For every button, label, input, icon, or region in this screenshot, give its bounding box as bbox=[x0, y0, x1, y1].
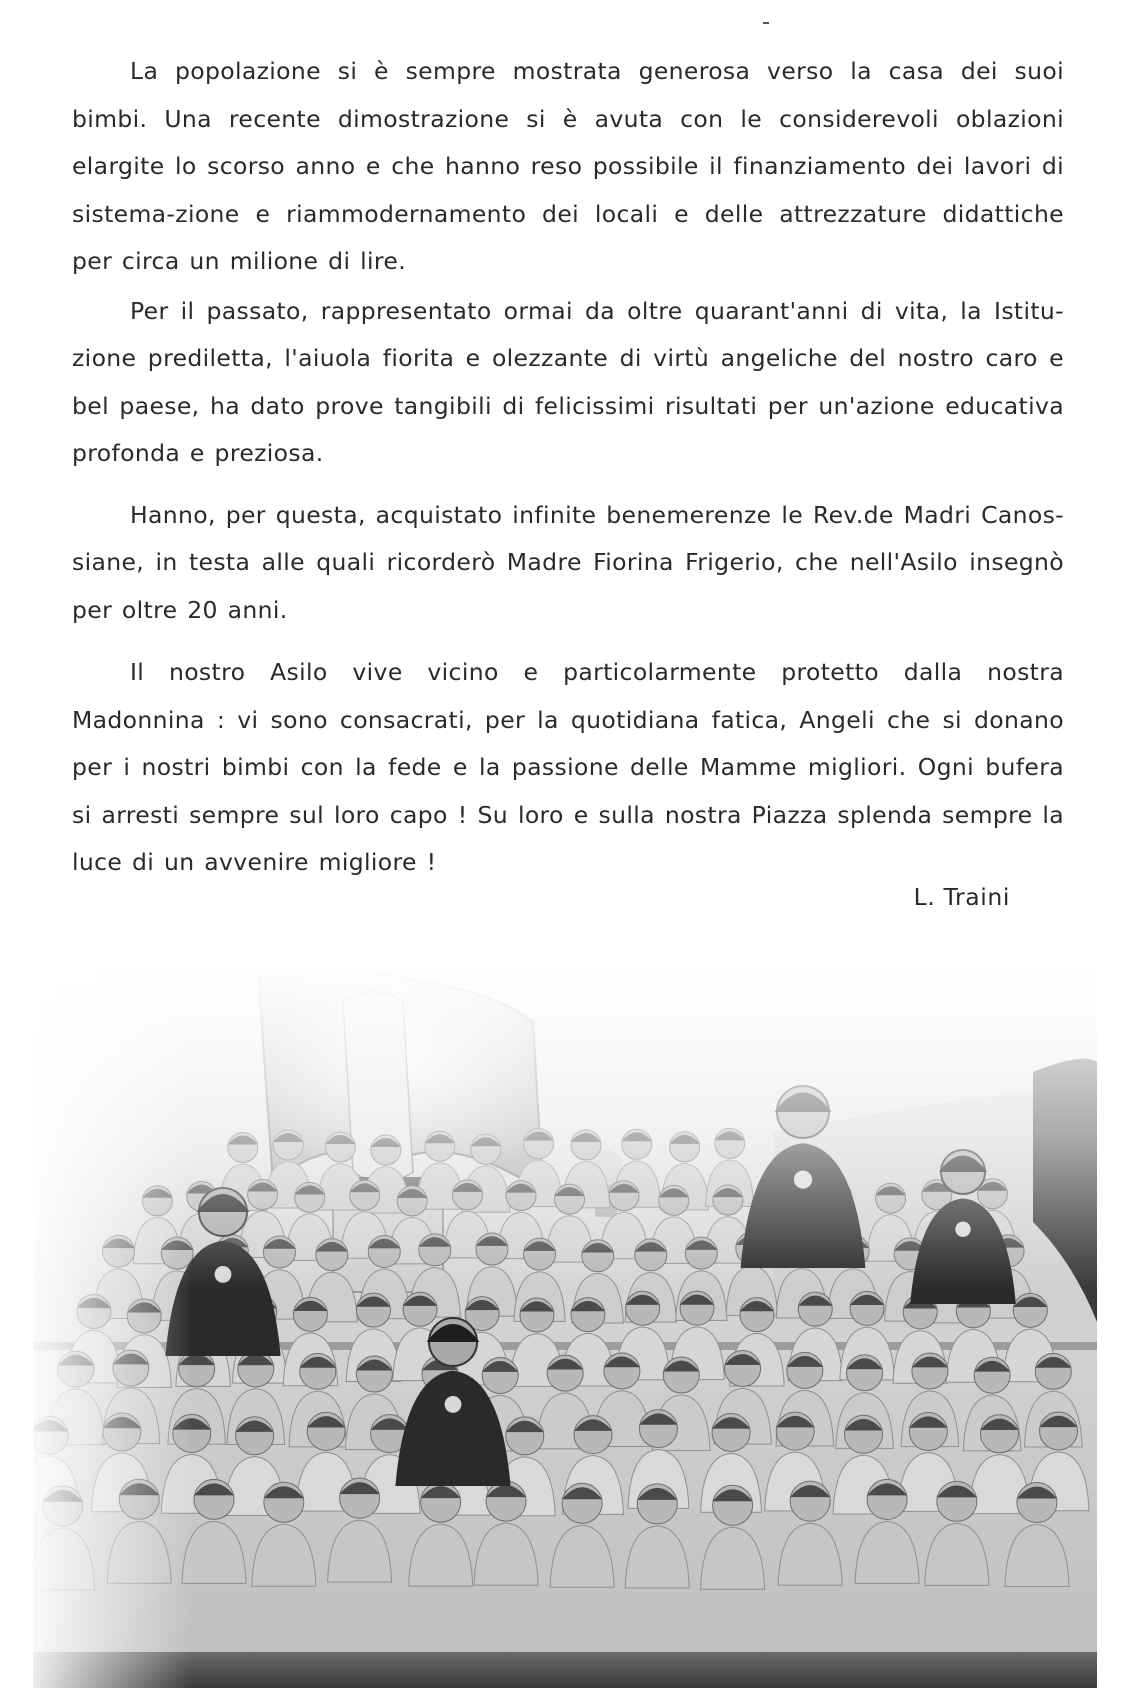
paragraph-2: Per il passato, rappresentato ormai da oltre quarant'anni di vita, la Istitu-zione prediletta, l'aiuola fiorita e olezzante di virtù angeliche del nostro caro e bel paese, ha dato prove tangibili di felicissimi risultati per un'azione educativa profonda e preziosa. bbox=[72, 296, 1064, 467]
author-signature: L. Traini bbox=[913, 883, 1010, 911]
article-body bbox=[72, 48, 1064, 887]
group-photograph-icon bbox=[33, 962, 1097, 1688]
paragraph-1: La popolazione si è sempre mostrata generosa verso la casa dei suoi bimbi. Una recente dimostrazione si è avuta con le considerevoli oblazioni elargite lo scorso anno e che hanno reso possibile il finanziamento dei lavori di sistema-zione e riammodernamento dei locali e delle attrezzature didattiche per circa un milione di lire. bbox=[72, 57, 1064, 275]
stray-ink-mark bbox=[763, 22, 769, 24]
paragraph-4: Il nostro Asilo vive vicino e particolarmente protetto dalla nostra Madonnina : vi sono consacrati, per la quotidiana fatica, Angeli che si donano per i nostri bimbi con la fede e la passione delle Mamme migliori. Ogni bufera si arresti sempre sul loro capo ! Su loro e sulla nostra Piazza splenda sempre la luce di un avvenire migliore ! bbox=[72, 658, 1064, 876]
group-photograph bbox=[33, 962, 1097, 1688]
paragraph-3: Hanno, per questa, acquistato infinite benemerenze le Rev.de Madri Canos-siane, in testa alle quali ricorderò Madre Fiorina Frigerio, che nell'Asilo insegnò per oltre 20 anni. bbox=[72, 500, 1064, 624]
